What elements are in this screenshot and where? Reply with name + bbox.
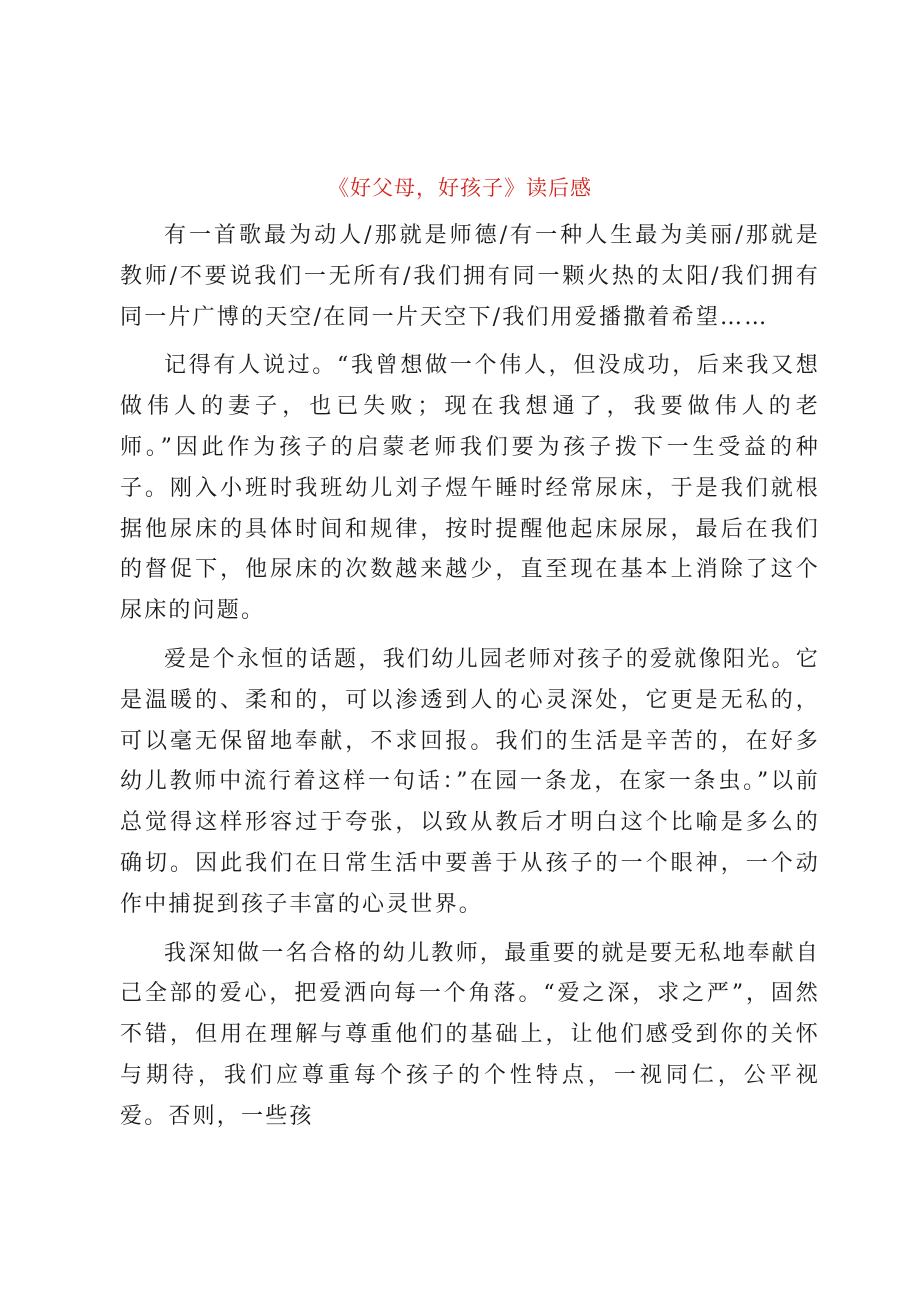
document-body [120,216,820,1146]
paragraph-2: 记得有人说过。“我曾想做一个伟人，但没成功，后来我又想做伟人的妻子，也已失败；现在我想通了，我要做伟人的老师。”因此作为孩子的启蒙老师我们要为孩子拨下一生受益的种子。刚入小班时我班幼儿刘子煜午睡时经常尿床，于是我们就根据他尿床的具体时间和规律，按时提醒他起床尿尿，最后在我们的督促下，他尿床的次数越来越少，直至现在基本上消除了这个尿床的问题。 [120,353,820,624]
paragraph-1: 有一首歌最为动人/那就是师德/有一种人生最为美丽/那就是教师/不要说我们一无所有/我们拥有同一颗火热的太阳/我们拥有同一片广博的天空/在同一片天空下/我们用爱播撒着希望…… [120,223,820,330]
paragraph-3: 爱是个永恒的话题，我们幼儿园老师对孩子的爱就像阳光。它是温暖的、柔和的，可以渗透到人的心灵深处，它更是无私的，可以毫无保留地奉献，不求回报。我们的生活是辛苦的，在好多幼儿教师中流行着这样一句话：”在园一条龙，在家一条虫。”以前总觉得这样形容过于夸张，以致从教后才明白这个比喻是多么的确切。因此我们在日常生活中要善于从孩子的一个眼神，一个动作中捕捉到孩子丰富的心灵世界。 [120,646,820,917]
document-title: 《好父母，好孩子》读后感 [328,176,592,200]
paragraph-4: 我深知做一名合格的幼儿教师，最重要的就是要无私地奉献自己全部的爱心，把爱洒向每一个角落。“爱之深，求之严”，固然不错，但用在理解与尊重他们的基础上，让他们感受到你的关怀与期待，我们应尊重每个孩子的个性特点，一视同仁，公平视爱。否则，一些孩 [120,940,820,1129]
